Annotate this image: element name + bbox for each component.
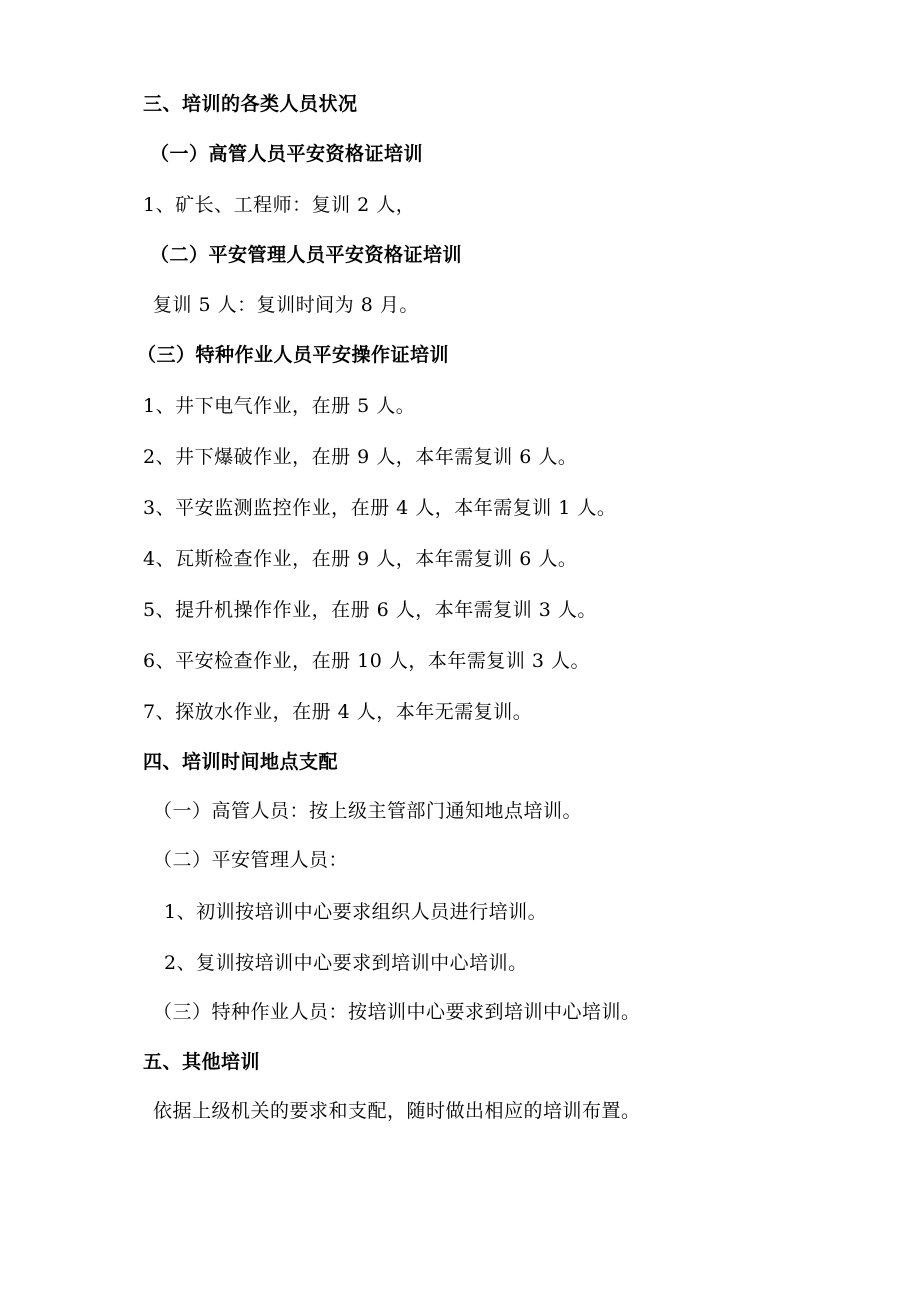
list-item: 5、提升机操作作业，在册 6 人，本年需复训 3 人。 [143, 599, 597, 621]
subheading-safety-managers: （二）平安管理人员平安资格证培训 [150, 244, 463, 266]
paragraph-line: 依据上级机关的要求和支配，随时做出相应的培训布置。 [153, 1100, 641, 1122]
paragraph-line: （三）特种作业人员：按培训中心要求到培训中心培训。 [153, 1001, 641, 1023]
list-item: 4、瓦斯检查作业，在册 9 人，本年需复训 6 人。 [143, 548, 578, 570]
subheading-executives: （一）高管人员平安资格证培训 [150, 143, 424, 165]
list-item: 7、探放水作业，在册 4 人，本年无需复训。 [143, 701, 533, 723]
section-heading-4: 四、培训时间地点支配 [143, 751, 339, 773]
section-heading-3: 三、培训的各类人员状况 [143, 93, 358, 115]
section-heading-5: 五、其他培训 [143, 1051, 261, 1073]
list-item: 2、井下爆破作业，在册 9 人，本年需复训 6 人。 [143, 446, 578, 468]
list-item: 2、复训按培训中心要求到培训中心培训。 [164, 952, 528, 974]
list-item: 6、平安检查作业，在册 10 人，本年需复训 3 人。 [143, 650, 591, 672]
paragraph-line: （二）平安管理人员： [153, 849, 349, 871]
paragraph-line: 复训 5 人：复训时间为 8 月。 [153, 294, 419, 316]
list-item: 1、井下电气作业，在册 5 人。 [143, 395, 416, 417]
subheading-special-operators: （三）特种作业人员平安操作证培训 [137, 344, 450, 366]
list-item: 1、初训按培训中心要求组织人员进行培训。 [164, 901, 548, 923]
list-item: 3、平安监测监控作业，在册 4 人，本年需复训 1 人。 [143, 497, 617, 519]
paragraph-line: （一）高管人员：按上级主管部门通知地点培训。 [153, 800, 583, 822]
paragraph-line: 1、矿长、工程师：复训 2 人， [143, 194, 416, 216]
